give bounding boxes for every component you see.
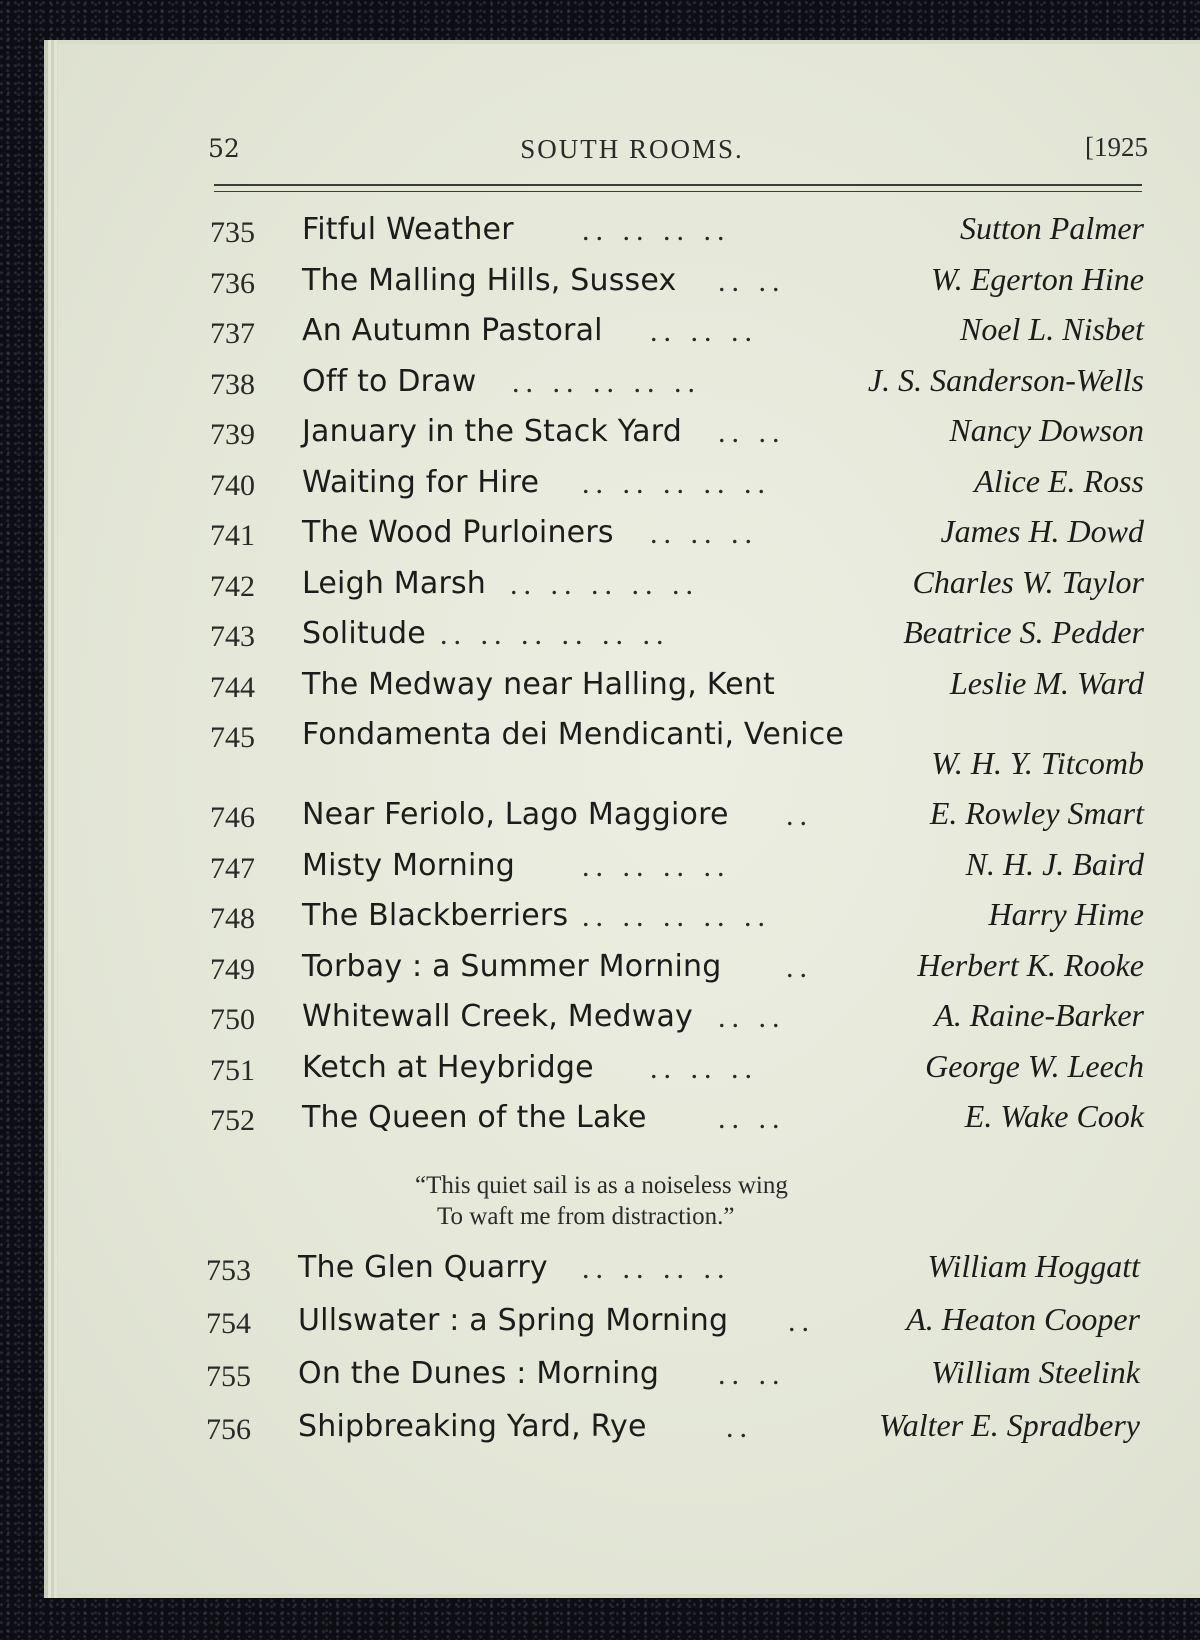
dot-leaders: .. .. .. .. <box>582 1252 731 1285</box>
entry-title: Near Feriolo, Lago Maggiore <box>302 797 729 832</box>
list-item <box>206 1248 1146 1301</box>
entry-number: 749 <box>210 952 255 986</box>
entry-number: 748 <box>210 902 255 935</box>
entry-title: The Malling Hills, Sussex <box>302 262 677 298</box>
entry-number: 736 <box>210 266 255 300</box>
entry-title: January in the Stack Yard <box>302 414 682 449</box>
quote-line-2: To waft me from distraction.” <box>437 1203 735 1230</box>
entry-number: 747 <box>210 851 255 885</box>
list-item <box>206 1407 1146 1460</box>
list-item <box>210 412 1150 463</box>
quote-line-1: “This quiet sail is as a noiseless wing <box>415 1172 788 1199</box>
header-double-rule <box>214 184 1142 192</box>
list-item <box>210 614 1150 665</box>
entries-list-continued <box>206 1248 1146 1460</box>
list-item <box>210 997 1150 1048</box>
entry-title: Leigh Marsh <box>302 565 487 601</box>
entry-artist: James H. Dowd <box>940 513 1144 549</box>
dot-leaders: .. .. <box>718 416 786 449</box>
entry-artist: J. S. Sanderson-Wells <box>867 361 1144 398</box>
entry-title: The Blackberriers <box>302 898 569 933</box>
dot-leaders: .. .. <box>718 1102 786 1135</box>
list-item <box>210 513 1150 564</box>
entry-title: The Queen of the Lake <box>302 1100 647 1135</box>
dot-leaders: .. .. .. <box>650 315 758 348</box>
list-item <box>210 564 1150 615</box>
dot-leaders: .. .. <box>718 1358 786 1391</box>
dot-leaders: .. .. .. .. <box>582 849 731 883</box>
list-item <box>210 896 1150 947</box>
entry-title: Off to Draw <box>302 363 477 399</box>
entry-number: 741 <box>210 519 255 552</box>
entry-artist: A. Heaton Cooper <box>906 1301 1140 1337</box>
entry-artist: W. H. Y. Titcomb <box>931 745 1144 781</box>
page-number: 52 <box>208 134 240 163</box>
entry-artist: E. Wake Cook <box>964 1098 1144 1134</box>
list-item <box>210 715 1150 795</box>
dot-leaders: .. <box>786 799 813 832</box>
entry-title: Fondamenta dei Mendicanti, Venice <box>302 717 845 752</box>
entry-artist: George W. Leech <box>925 1047 1144 1084</box>
entry-number: 745 <box>210 721 255 754</box>
entry-artist: William Steelink <box>931 1354 1140 1390</box>
entry-artist: N. H. J. Baird <box>965 845 1144 882</box>
entry-artist: A. Raine-Barker <box>934 997 1144 1033</box>
entry-artist: Herbert K. Rooke <box>917 946 1144 983</box>
dot-leaders: .. <box>786 950 813 984</box>
entry-title: The Wood Purloiners <box>302 515 614 550</box>
entry-title: Torbay : a Summer Morning <box>302 948 722 984</box>
entry-title: Ketch at Heybridge <box>302 1049 594 1085</box>
dot-leaders: .. .. .. .. .. <box>510 567 699 601</box>
entry-number: 739 <box>210 418 255 451</box>
entries-list <box>210 210 1150 1149</box>
dot-leaders: .. .. .. .. .. <box>512 365 701 399</box>
entry-title: Fitful Weather <box>302 212 514 247</box>
entry-artist: Sutton Palmer <box>960 210 1144 246</box>
entry-number: 750 <box>210 1003 255 1036</box>
list-item <box>210 846 1150 897</box>
entry-artist: Leslie M. Ward <box>949 664 1144 701</box>
entry-title: Ullswater : a Spring Morning <box>298 1303 729 1338</box>
entry-number: 752 <box>210 1104 255 1137</box>
entry-artist: E. Rowley Smart <box>929 795 1144 831</box>
dot-leaders: .. .. <box>718 1001 786 1034</box>
entry-artist: Beatrice S. Pedder <box>903 614 1144 650</box>
list-item <box>210 665 1150 716</box>
list-item <box>210 1048 1150 1099</box>
running-title: SOUTH ROOMS. <box>520 134 744 164</box>
list-item <box>210 947 1150 998</box>
entry-number: 737 <box>210 317 255 350</box>
entry-title: Misty Morning <box>302 847 515 883</box>
list-item <box>210 210 1150 261</box>
dot-leaders: .. .. .. .. .. <box>582 900 771 933</box>
entry-artist: Walter E. Spradbery <box>878 1407 1140 1443</box>
dot-leaders: .. .. .. .. <box>582 214 731 247</box>
entry-title: Solitude <box>302 616 426 651</box>
dot-leaders: .. .. <box>718 264 786 298</box>
list-item <box>210 463 1150 514</box>
entry-number: 755 <box>206 1360 251 1393</box>
page-header <box>208 128 1148 168</box>
list-item <box>206 1301 1146 1354</box>
dot-leaders: .. <box>726 1411 753 1444</box>
entry-number: 744 <box>210 670 255 704</box>
list-item <box>210 795 1150 846</box>
entry-title: Waiting for Hire <box>302 464 540 500</box>
entry-title: Whitewall Creek, Medway <box>302 999 693 1034</box>
entry-artist: William Hoggatt <box>927 1248 1140 1284</box>
entry-number: 743 <box>210 620 255 653</box>
dot-leaders: .. .. .. .. .. <box>582 466 771 500</box>
entry-artist: Charles W. Taylor <box>912 563 1144 600</box>
dot-leaders: .. .. .. <box>650 517 758 550</box>
dot-leaders: .. <box>788 1305 815 1338</box>
entry-title: The Medway near Halling, Kent <box>302 666 775 702</box>
entry-number: 742 <box>210 569 255 603</box>
entry-number: 738 <box>210 367 255 401</box>
entry-number: 756 <box>206 1413 251 1446</box>
entry-title: On the Dunes : Morning <box>298 1356 660 1391</box>
entry-artist: Nancy Dowson <box>949 412 1144 448</box>
entry-artist: Harry Hime <box>988 896 1144 932</box>
entry-title: The Glen Quarry <box>298 1250 548 1285</box>
epigraph-quote <box>415 1170 788 1232</box>
list-item <box>206 1354 1146 1407</box>
entry-number: 740 <box>210 468 255 502</box>
dot-leaders: .. .. .. <box>650 1051 758 1085</box>
list-item <box>210 1098 1150 1149</box>
entry-title: An Autumn Pastoral <box>302 313 603 348</box>
entry-artist: W. Egerton Hine <box>930 260 1144 297</box>
list-item <box>210 362 1150 413</box>
entry-artist: Alice E. Ross <box>974 462 1144 499</box>
entry-number: 751 <box>210 1053 255 1087</box>
entry-number: 753 <box>206 1254 251 1287</box>
entry-title: Shipbreaking Yard, Rye <box>298 1409 647 1444</box>
entry-number: 746 <box>210 801 255 834</box>
entry-artist: Noel L. Nisbet <box>959 311 1144 347</box>
entry-number: 735 <box>210 216 255 249</box>
list-item <box>210 311 1150 362</box>
list-item <box>210 261 1150 312</box>
entry-number: 754 <box>206 1307 251 1340</box>
dot-leaders: .. .. .. .. .. .. <box>440 618 670 651</box>
year-label: [1925 <box>1085 132 1148 162</box>
